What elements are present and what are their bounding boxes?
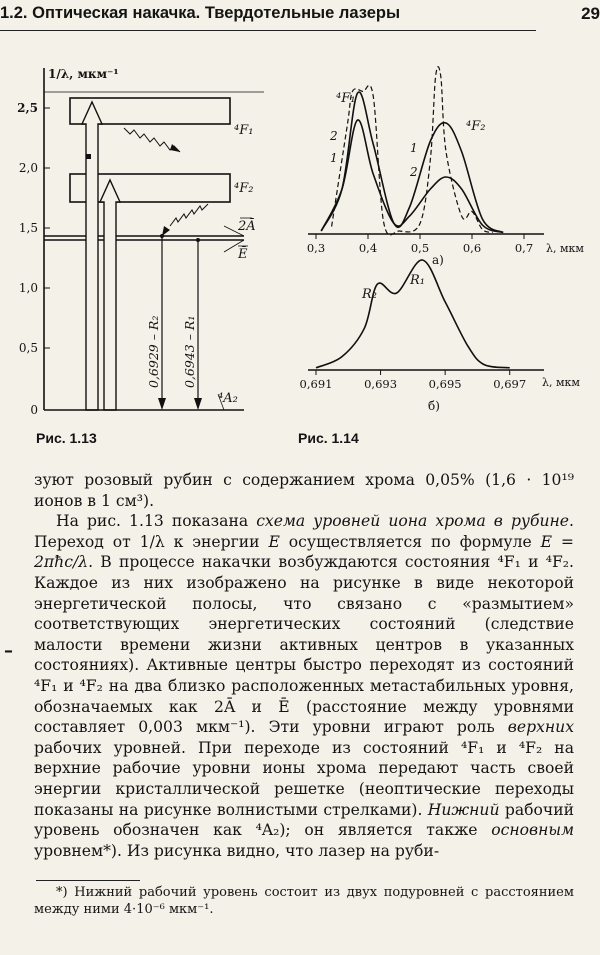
text-run: . В процессе накачки возбуждаются состояния ⁴F₁ и ⁴F₂. Каждое из них изображено на рисунке в виде некоторой энергетической полосы, что связано с «размытием» соответствующих энергетических состояний (следствие малости времени жизни активных центров в указанных состояниях). Активные центры быстро переходят из состояний ⁴F₁ и ⁴F₂ на два близко расположенных метастабильных уровня, обозначаемых как 2Ā и Ē (расстояние между уровнями составляет 0,003 мкм⁻¹). Эти уровни играют роль — [34, 553, 574, 737]
fig13-tick-label: 2,0 — [18, 161, 38, 175]
fig13-tick-label: 1,5 — [18, 221, 38, 235]
chart-a-series-label: 2 — [330, 129, 338, 143]
emphasized-text: Нижний — [427, 800, 500, 819]
figure-1-13 — [12, 58, 282, 423]
figure-1-14 — [292, 58, 588, 423]
chart-b-panel-label: б) — [428, 399, 440, 413]
emphasized-text: основным — [491, 821, 574, 840]
footnote-rule — [36, 880, 140, 881]
chart-b-tick-label: 0,695 — [428, 377, 462, 391]
chart-a-tick-label: 0,4 — [358, 241, 378, 255]
body-paragraph — [34, 470, 574, 511]
chart-a-xlabel: λ, мкм — [546, 242, 584, 255]
chart-b-xlabel: λ, мкм — [542, 376, 580, 389]
footnote: *) Нижний рабочий уровень состоит из двух подуровней с расстоянием между ними 4·10⁻⁶ мкм⁻¹. — [34, 885, 574, 917]
transition-r2-arrowhead — [158, 398, 166, 410]
pump-arrow-mark — [86, 154, 91, 159]
chart-a-panel-label: а) — [432, 253, 444, 267]
figure-1-13-caption: Рис. 1.13 — [36, 430, 97, 446]
fig13-tick-label: 0 — [30, 403, 38, 417]
chart-b-tick-label: 0,691 — [299, 377, 333, 391]
chart-a-series-label: 2 — [410, 165, 418, 179]
fig13-axis-label: 1/λ, мкм⁻¹ — [48, 67, 119, 81]
pump-arrow-4f2 — [100, 180, 120, 410]
chart-b-tick-label: 0,693 — [364, 377, 398, 391]
emphasized-text: E = 2πħc/λ — [34, 532, 574, 572]
fig13-ticks — [44, 108, 50, 410]
fig13-tick-label: 2,5 — [17, 101, 38, 115]
page-number: 29 — [581, 4, 600, 23]
figure-1-14-caption: Рис. 1.14 — [298, 430, 359, 446]
transition-label-r1: 0,6943 – R₁ — [182, 315, 197, 388]
wavy-arrowhead-1 — [170, 144, 180, 152]
pump-arrow-4f1 — [82, 102, 102, 410]
fig13-tick-label: 1,0 — [18, 281, 38, 295]
page-header — [0, 0, 600, 31]
fig13-tick-label: 0,5 — [18, 341, 38, 355]
chart-a-band-label-4f1: ⁴F₁ — [336, 91, 356, 106]
transition-label-r2: 0,6929 – R₂ — [146, 315, 161, 388]
body-paragraph — [34, 511, 574, 861]
text-run: рабочий уровень обозначен как ⁴A₂); он является также — [34, 800, 575, 840]
chart-a-series-label: 1 — [410, 141, 418, 155]
chart-b-tick-label: 0,697 — [493, 377, 527, 391]
level-label-4f2: ⁴F₂ — [234, 181, 254, 196]
emphasized-text: E — [268, 532, 280, 551]
running-head: 1.2. Оптическая накачка. Твердотельные лазеры — [0, 4, 401, 22]
chart-a-series-label: 1 — [330, 151, 338, 165]
text-run: . Переход от 1/λ к энергии — [34, 512, 574, 551]
text-run: зуют розовый рубин с содержанием хрома 0,05% (1,6 · 10¹⁹ ионов в 1 см³). — [34, 471, 574, 510]
emphasized-text: верхних — [507, 718, 574, 737]
level-label-4a2: ⁴A₂ — [218, 391, 238, 406]
chart-b-peak-label-r2: R₂ — [362, 287, 377, 302]
transition-r1-arrowhead — [194, 398, 202, 410]
level-label-e: Ē — [238, 247, 248, 262]
margin-mark: – — [4, 640, 13, 661]
text-run: уровнем*). Из рисунка видно, что лазер на руби- — [34, 841, 440, 860]
chart-a-tick-label: 0,5 — [410, 241, 430, 255]
chart-b-peak-label-r1: R₁ — [410, 273, 425, 288]
text-run: рабочих уровней. При переходе из состояний ⁴F₁ и ⁴F₂ на верхние рабочие уровни ионы хрома передают часть своей энергии кристаллической решетке (неоптические переходы показаны на рисунке волнистыми стрелками). — [34, 738, 574, 819]
chart-a-tick-label: 0,7 — [514, 241, 534, 255]
chart-a-band-label-4f2: ⁴F₂ — [466, 119, 486, 134]
text-run: На рис. 1.13 показана — [56, 512, 257, 531]
level-label-2a: 2Ā — [238, 219, 256, 234]
chart-a-tick-label: 0,3 — [306, 241, 326, 255]
text-run: осуществляется по формуле — [279, 532, 541, 551]
wavy-arrow-4f2-to-metastable — [170, 204, 208, 226]
body-text — [34, 470, 574, 861]
chart-a-tick-label: 0,6 — [462, 241, 482, 255]
level-label-4f1: ⁴F₁ — [234, 123, 254, 138]
emphasized-text: схема уровней иона хрома в рубине — [256, 512, 570, 531]
